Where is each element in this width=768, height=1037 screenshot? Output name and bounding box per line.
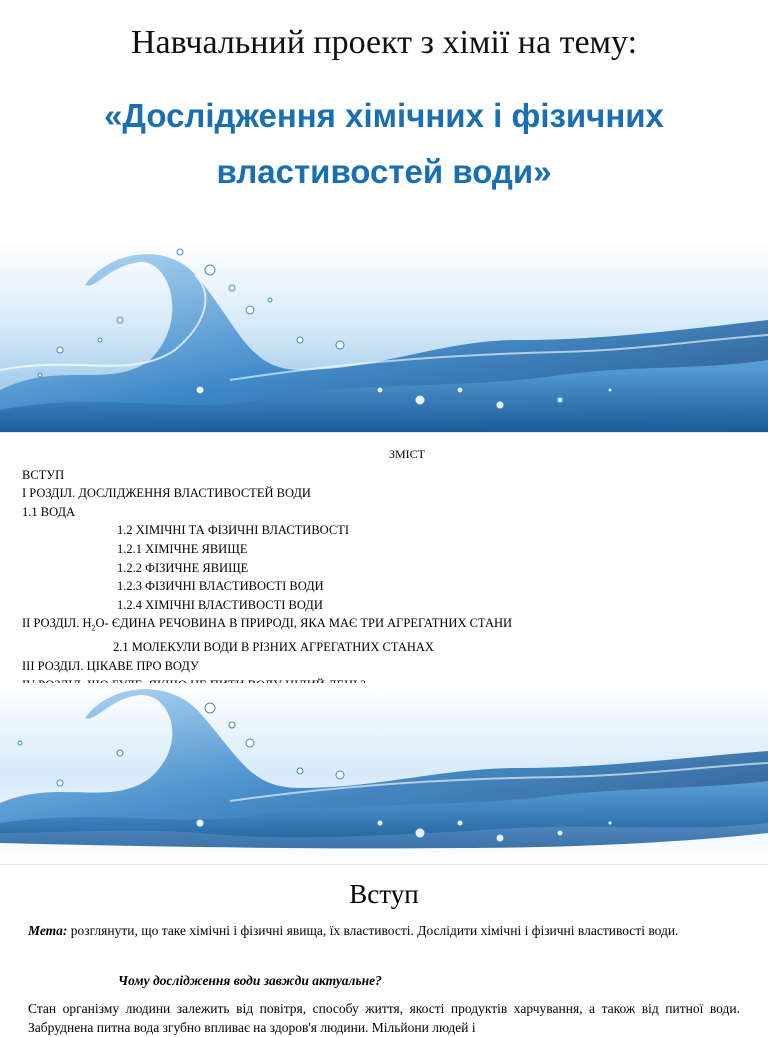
toc-item-1-2-2[interactable]: 1.2.2 ФІЗИЧНЕ ЯВИЩЕ [117,560,249,575]
intro-page [0,864,768,1035]
project-title: Навчальний проект з хімії на тему: [130,24,638,61]
intro-goal [28,921,728,940]
toc-heading: ЗМІСТ [388,447,425,461]
goal-text: розглянути, що таке хімічні і фізичні явища, їх властивості. Дослідити хімічні і фізичні властивості води. [67,923,679,938]
subtitle-line-1: «Дослідження хімічних і фізичних [104,97,664,134]
project-subtitle [0,88,768,200]
intro-title: Вступ [349,879,419,909]
toc-item-1-2-1[interactable]: 1.2.1 ХІМІЧНЕ ЯВИЩЕ [117,541,248,556]
water-wave-illustration [0,683,768,865]
toc-section-2-rest: О- ЄДИНА РЕЧОВИНА В ПРИРОДІ, ЯКА МАЄ ТРИ АГРЕГАТНИХ СТАНИ [95,616,513,631]
table-of-contents [22,445,762,694]
intro-paragraph: Стан організму людини залежить від повітря, способу життя, якості продуктів харчування, а також від питної води. Забруднена питна вода згубно впливає на здоров'я людини. Мільйони людей і [28,1001,740,1035]
toc-item-1-2-4[interactable]: 1.2.4 ХІМІЧНІ ВЛАСТИВОСТІ ВОДИ [117,597,323,612]
contents-page [0,432,768,865]
toc-item-2-1[interactable]: 2.1 МОЛЕКУЛИ ВОДИ В РІЗНИХ АГРЕГАТНИХ СТАНАХ [113,640,434,655]
subtitle-line-2: властивостей води» [216,153,552,190]
toc-item-1-2-3[interactable]: 1.2.3 ФІЗИЧНІ ВЛАСТИВОСТІ ВОДИ [117,579,324,594]
water-wave-illustration [0,240,768,432]
toc-item-section-2[interactable] [22,614,762,638]
cover-page [0,0,768,432]
toc-item-1-2[interactable]: 1.2 ХІМІЧНІ ТА ФІЗИЧНІ ВЛАСТИВОСТІ [117,523,349,538]
toc-item-1-1[interactable]: 1.1 ВОДА [22,504,76,519]
toc-item-intro[interactable]: ВСТУП [22,467,65,482]
toc-section-2-prefix: ІІ РОЗДІЛ. Н [22,616,92,631]
intro-question: Чому дослідження води завжди актуальне? [118,973,382,988]
goal-label: Мета: [28,923,68,938]
toc-section-2-subscript: 2 [91,623,96,633]
toc-item-section-1[interactable]: І РОЗДІЛ. ДОСЛІДЖЕННЯ ВЛАСТИВОСТЕЙ ВОДИ [22,486,311,501]
toc-item-section-3[interactable]: ІІІ РОЗДІЛ. ЦІКАВЕ ПРО ВОДУ [22,659,199,674]
